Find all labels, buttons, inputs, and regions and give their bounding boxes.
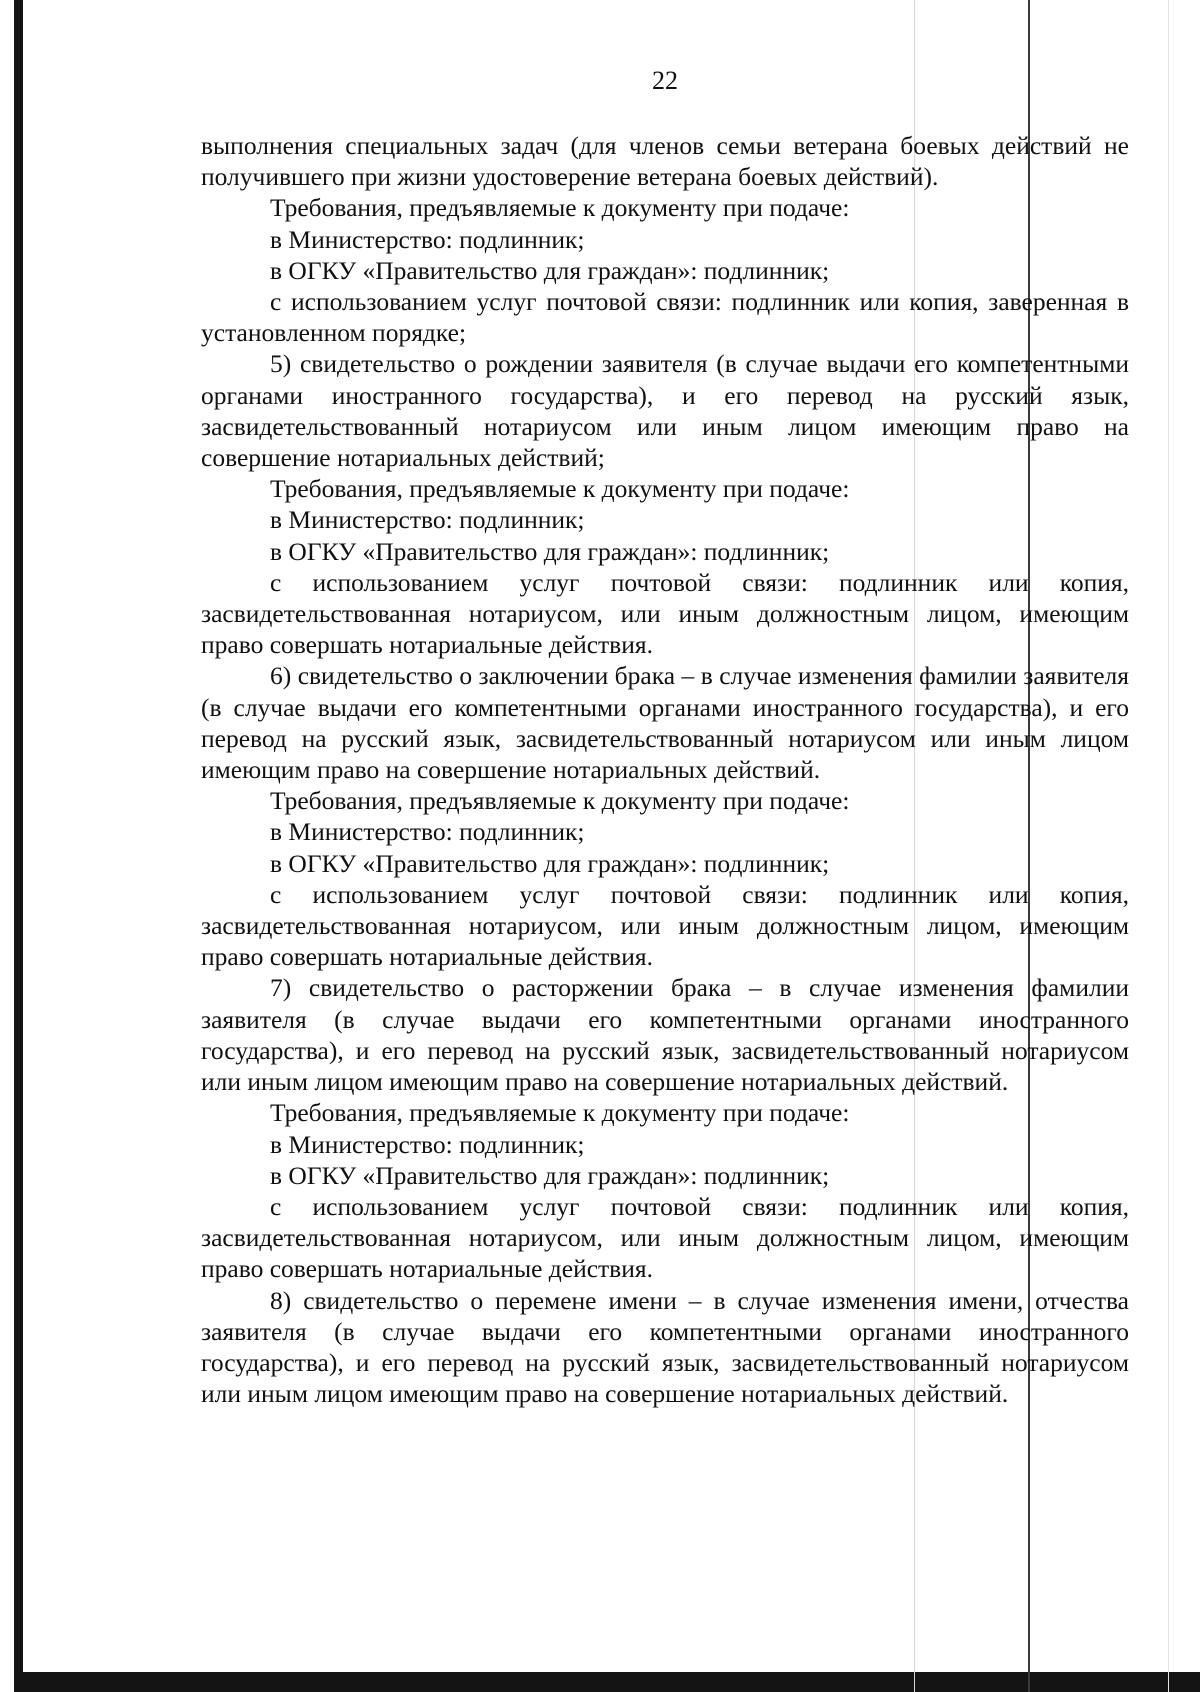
paragraph: Требования, предъявляемые к документу при подаче: [270,786,850,816]
paragraph: 8) свидетельство о перемене имени – в случае изменения имени, отчества заявителя (в случае выдачи его компетентными органами иностранного государства), и его перевод на русский язык, засвидетельствованный нотариусом или иным лицом имеющим право на совершение нотариальных действий. [201,1285,1129,1409]
paragraph: Требования, предъявляемые к документу при подаче: [270,193,850,223]
paragraph: в ОГКУ «Правительство для граждан»: подлинник; [270,1160,830,1190]
document-body [201,130,1129,1409]
paragraph: 7) свидетельство о расторжении брака – в случае изменения фамилии заявителя (в случае выдачи его компетентными органами иностранного государства), и его перевод на русский язык, засвидетельствованный нотариусом или иным лицом имеющим право на совершение нотариальных действий. [201,973,1129,1097]
paragraph: в ОГКУ «Правительство для граждан»: подлинник; [270,848,830,878]
paragraph: Требования, предъявляемые к документу при подаче: [270,1098,850,1128]
scan-edge-bottom [14,1672,1200,1692]
scan-edge-left [14,0,23,1692]
paragraph: с использованием услуг почтовой связи: подлинник или копия, заверенная в установленном порядке; [201,287,1129,348]
paragraph: выполнения специальных задач (для членов семьи ветерана боевых действий не получившего при жизни удостоверение ветерана боевых действий). [201,131,1129,192]
page-number: 22 [652,66,678,95]
paragraph: с использованием услуг почтовой связи: подлинник или копия, засвидетельствованная нотариусом, или иным должностным лицом, имеющим право совершать нотариальные действия. [201,879,1129,972]
paragraph: в Министерство: подлинник; [270,817,585,847]
paragraph: 6) свидетельство о заключении брака – в случае изменения фамилии заявителя (в случае выдачи его компетентными органами иностранного государства), и его перевод на русский язык, засвидетельствованный нотариусом или иным лицом имеющим право на совершение нотариальных действий. [201,661,1129,785]
paragraph: в Министерство: подлинник; [270,505,585,535]
paragraph: 5) свидетельство о рождении заявителя (в случае выдачи его компетентными органами иностранного государства), и его перевод на русский язык, засвидетельствованный нотариусом или иным лицом имеющим право на совершение нотариальных действий; [201,349,1129,473]
paragraph: в ОГКУ «Правительство для граждан»: подлинник; [270,536,830,566]
paragraph: Требования, предъявляемые к документу при подаче: [270,474,850,504]
paragraph: в Министерство: подлинник; [270,224,585,254]
paragraph: с использованием услуг почтовой связи: подлинник или копия, засвидетельствованная нотариусом, или иным должностным лицом, имеющим право совершать нотариальные действия. [201,1191,1129,1284]
paragraph: в ОГКУ «Правительство для граждан»: подлинник; [270,255,830,285]
paragraph: с использованием услуг почтовой связи: подлинник или копия, засвидетельствованная нотариусом, или иным должностным лицом, имеющим право совершать нотариальные действия. [201,567,1129,660]
paragraph: в Министерство: подлинник; [270,1129,585,1159]
scan-artifact-line [1168,0,1169,1692]
